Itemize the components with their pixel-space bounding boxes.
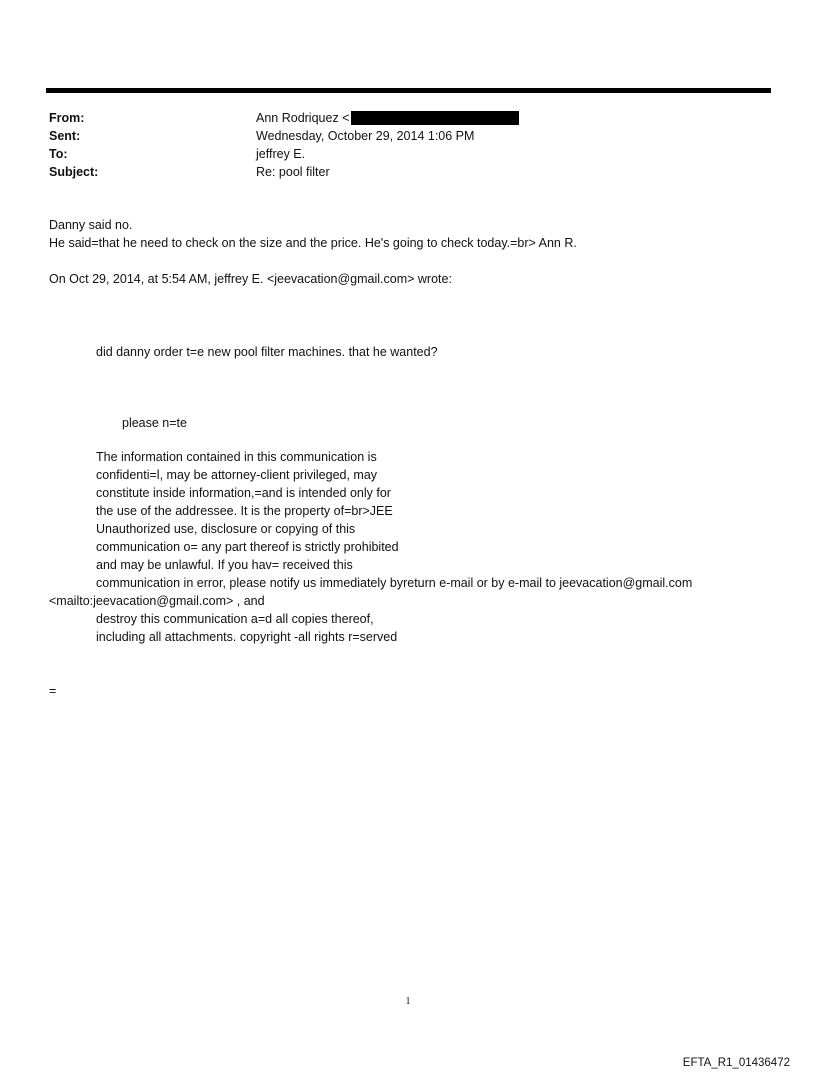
- sent-row: [49, 127, 523, 145]
- mailto-line: <mailto:jeevacation@gmail.com> , and: [49, 594, 265, 608]
- quoted-please-note: please n=te: [122, 416, 187, 430]
- header-rule: [46, 88, 771, 93]
- trailing-equals: =: [49, 684, 57, 698]
- disclaimer-tail: [96, 610, 397, 646]
- disclaimer-line: the use of the addressee. It is the property of=br>JEE: [96, 504, 393, 518]
- disclaimer-line: communication in error, please notify us immediately byreturn e-mail or by e-mail to jeevacation@gmail.com: [96, 576, 693, 590]
- disclaimer-line: The information contained in this communication is: [96, 450, 377, 464]
- disclaimer-block: [96, 448, 692, 592]
- sent-value: Wednesday, October 29, 2014 1:06 PM: [256, 129, 475, 143]
- quote-intro: On Oct 29, 2014, at 5:54 AM, jeffrey E. <jeevacation@gmail.com> wrote:: [49, 272, 452, 286]
- reply-line-2: He said=that he need to check on the size and the price. He's going to check today.=br> Ann R.: [49, 236, 577, 250]
- disclaimer-tail-line: including all attachments. copyright -all rights r=served: [96, 630, 398, 644]
- page-number: 1: [405, 996, 411, 1007]
- sent-label: Sent:: [49, 129, 81, 143]
- from-value: [256, 109, 523, 127]
- subject-label: Subject:: [49, 165, 99, 179]
- redaction-box: [351, 111, 519, 125]
- from-label: From:: [49, 111, 85, 125]
- to-label: To:: [49, 147, 68, 161]
- disclaimer-line: and may be unlawful. If you hav= received this: [96, 558, 353, 572]
- document-id: EFTA_R1_01436472: [682, 1057, 790, 1069]
- from-row: [49, 109, 523, 127]
- subject-row: [49, 163, 523, 181]
- subject-value: Re: pool filter: [256, 165, 330, 179]
- reply-body: [49, 216, 577, 252]
- reply-line-1: Danny said no.: [49, 218, 133, 232]
- disclaimer-line: communication o= any part thereof is strictly prohibited: [96, 540, 399, 554]
- email-header: [49, 109, 523, 181]
- to-value: jeffrey E.: [256, 147, 306, 161]
- disclaimer-line: Unauthorized use, disclosure or copying of this: [96, 522, 356, 536]
- from-name: Ann Rodriquez <: [256, 111, 350, 125]
- disclaimer-tail-line: destroy this communication a=d all copies thereof,: [96, 612, 374, 626]
- disclaimer-line: constitute inside information,=and is intended only for: [96, 486, 391, 500]
- disclaimer-line: confidenti=l, may be attorney-client privileged, may: [96, 468, 378, 482]
- quoted-question: did danny order t=e new pool filter machines. that he wanted?: [96, 345, 438, 359]
- to-row: [49, 145, 523, 163]
